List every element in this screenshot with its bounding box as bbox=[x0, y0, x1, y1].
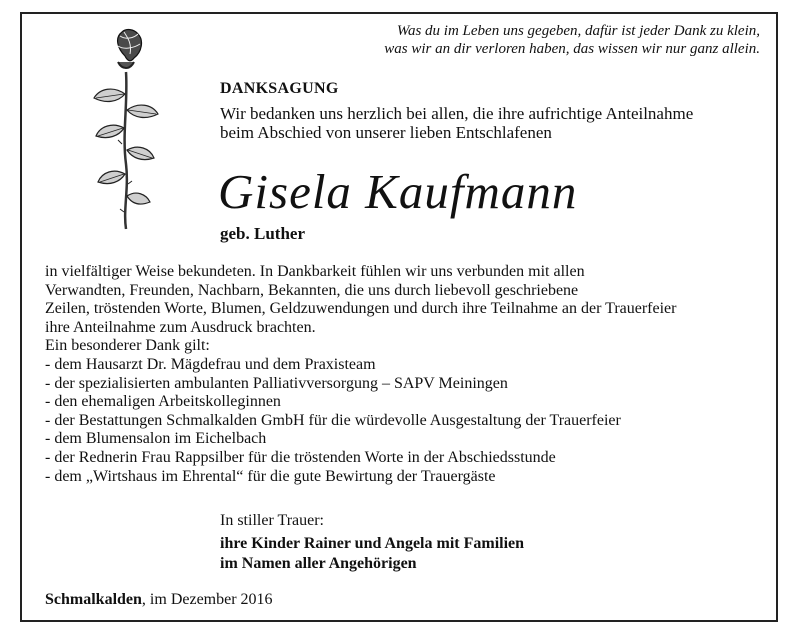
in-sorrow-label: In stiller Trauer: bbox=[220, 512, 324, 529]
intro-text bbox=[220, 104, 760, 142]
body-line: ihre Anteilnahme zum Ausdruck brachten. bbox=[45, 318, 316, 336]
place-date bbox=[45, 591, 273, 609]
list-item: - dem Blumensalon im Eichelbach bbox=[45, 430, 267, 448]
body-line: Ein besonderer Dank gilt: bbox=[45, 337, 210, 355]
body-line: in vielfältiger Weise bekundeten. In Dankbarkeit fühlen wir uns verbunden mit allen bbox=[45, 263, 585, 280]
memorial-quote bbox=[300, 22, 760, 58]
list-item: - dem Hausarzt Dr. Mägdefrau und dem Praxisteam bbox=[45, 355, 376, 373]
rose-icon bbox=[88, 24, 162, 234]
thanks-body bbox=[45, 263, 775, 486]
body-line: Verwandten, Freunden, Nachbarn, Bekannten, die uns durch liebevoll geschriebene bbox=[45, 281, 579, 299]
maiden-name: geb. Luther bbox=[220, 224, 305, 243]
date: , im Dezember 2016 bbox=[141, 591, 273, 608]
mourners bbox=[220, 534, 524, 574]
intro-line: Wir bedanken uns herzlich bei allen, die ihre aufrichtige Anteilnahme bbox=[220, 104, 694, 123]
list-item: - der Bestattungen Schmalkalden GmbH für die würdevolle Ausgestaltung der Trauerfeier bbox=[45, 411, 621, 429]
mourner-line: ihre Kinder Rainer und Angela mit Familien bbox=[220, 535, 525, 552]
place: Schmalkalden bbox=[45, 591, 142, 608]
quote-line: Was du im Leben uns gegeben, dafür ist jeder Dank zu klein, bbox=[396, 23, 760, 39]
list-item: - dem „Wirtshaus im Ehrental“ für die gute Bewirtung der Trauergäste bbox=[45, 467, 496, 485]
mourner-line: im Namen aller Angehörigen bbox=[220, 555, 417, 572]
body-line: Zeilen, tröstenden Worte, Blumen, Geldzuwendungen und durch ihre Teilnahme an der Trauerfeier bbox=[45, 300, 677, 318]
quote-line: was wir an dir verloren haben, das wissen wir nur ganz allein. bbox=[384, 41, 760, 57]
list-item: - den ehemaligen Arbeitskolleginnen bbox=[45, 393, 281, 411]
deceased-name: Gisela Kaufmann bbox=[218, 164, 578, 219]
list-item: - der spezialisierten ambulanten Palliativversorgung – SAPV Meiningen bbox=[45, 374, 508, 392]
page-title: DANKSAGUNG bbox=[220, 80, 339, 97]
intro-line: beim Abschied von unserer lieben Entschlafenen bbox=[220, 123, 552, 142]
list-item: - der Rednerin Frau Rappsilber für die tröstenden Worte in der Abschiedsstunde bbox=[45, 448, 556, 466]
